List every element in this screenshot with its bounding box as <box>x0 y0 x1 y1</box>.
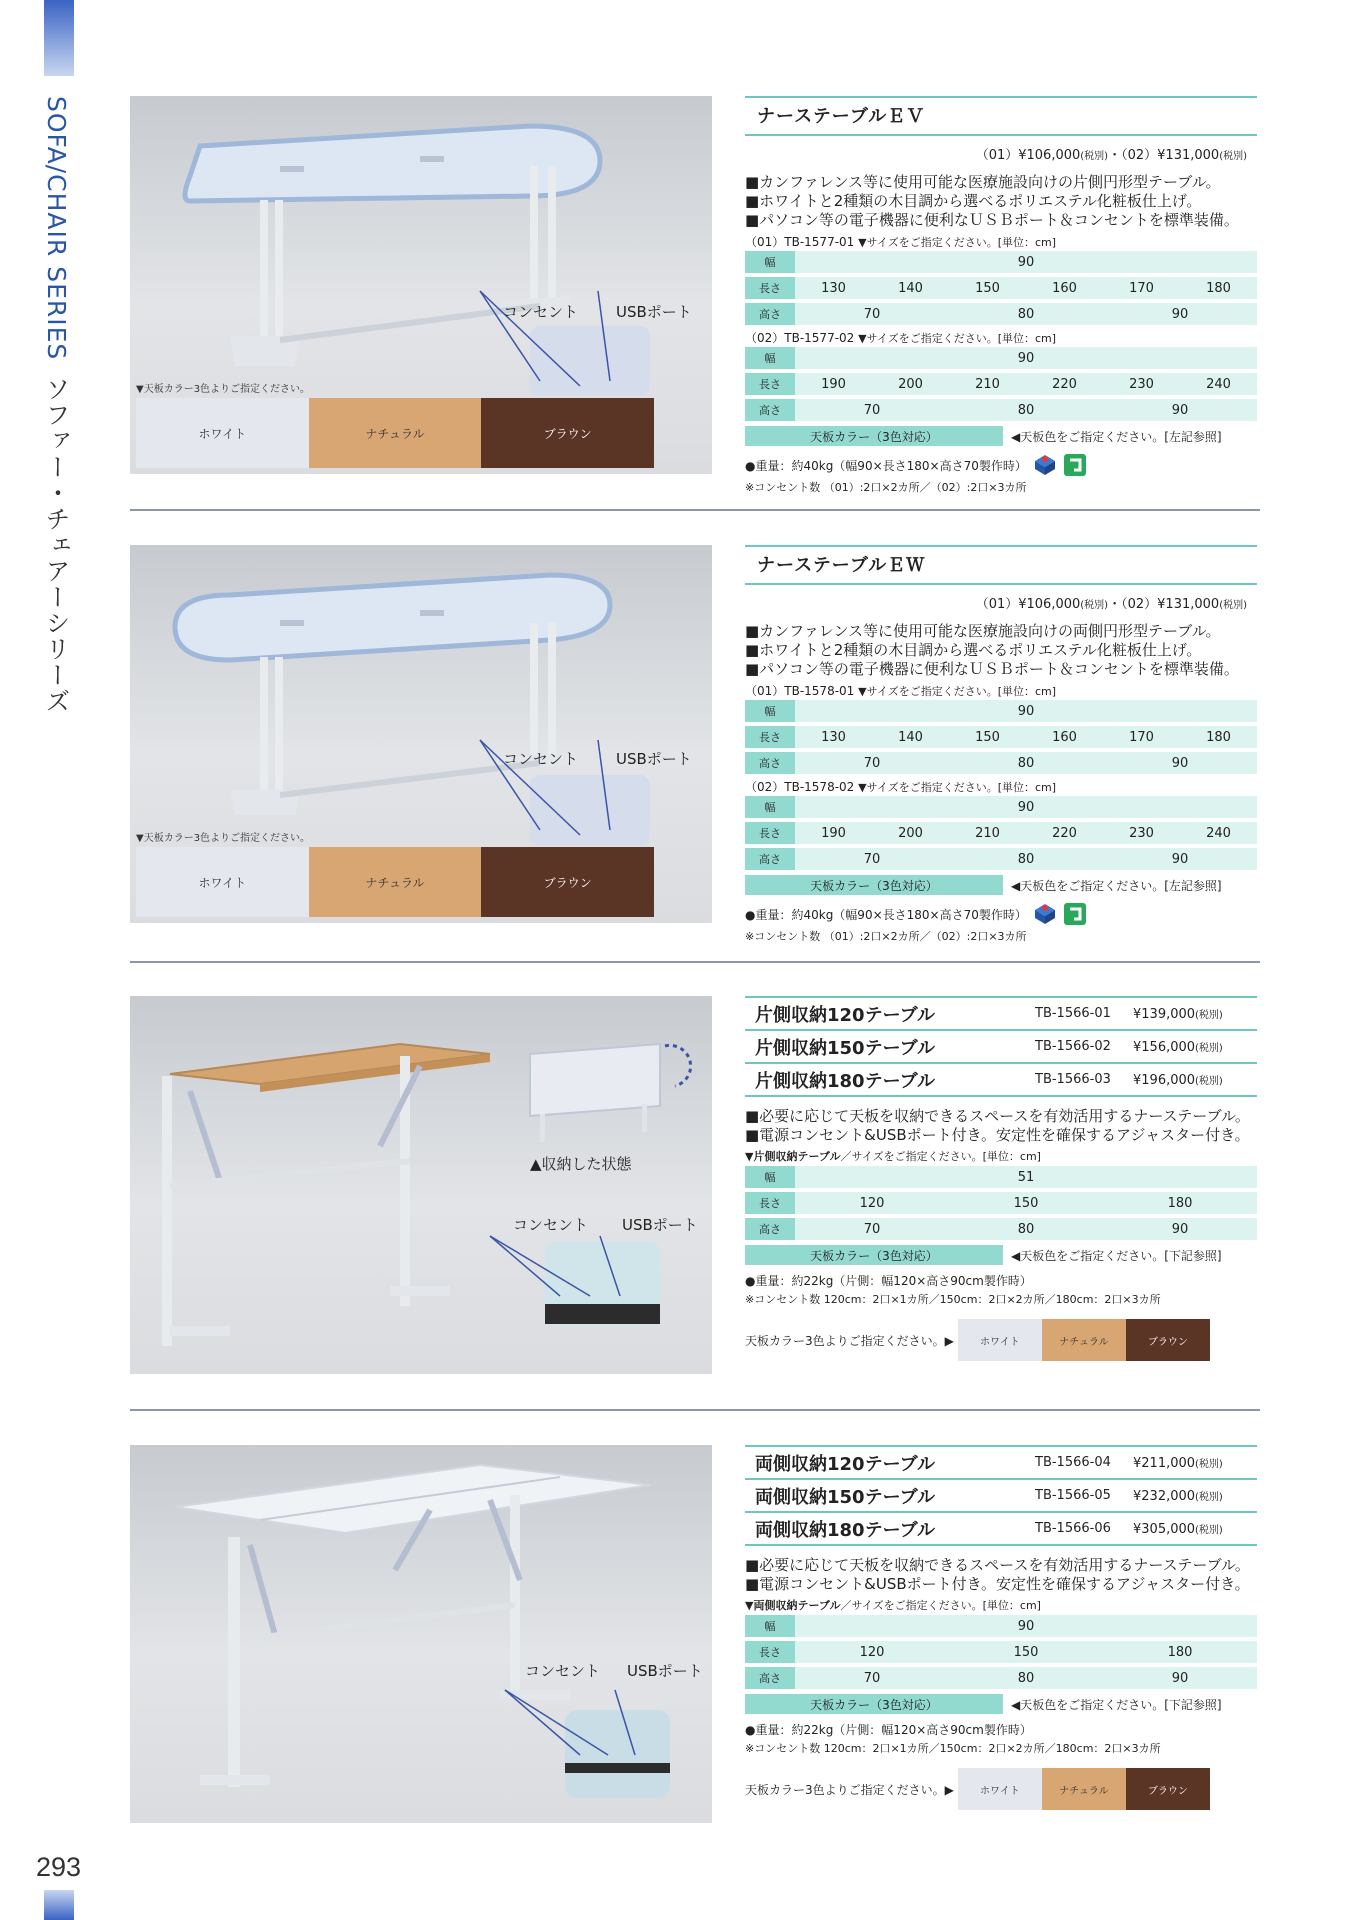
tax-label: (税別) <box>1195 1009 1223 1021</box>
tax-label: (税別) <box>1195 1075 1223 1087</box>
product-code: TB-1566-02 <box>1035 1039 1111 1054</box>
color-swatches <box>136 398 654 468</box>
side-band-top <box>44 0 74 76</box>
spec-value: 180 <box>1206 280 1231 296</box>
spec-value: 130 <box>821 280 846 296</box>
weight-line <box>745 453 1257 477</box>
section-divider <box>130 961 1260 963</box>
size-head: ▼片側収納テーブル <box>745 1150 841 1163</box>
label-height: 高さ <box>745 752 795 774</box>
info-double <box>745 1445 1257 1810</box>
label-width: 幅 <box>745 700 795 722</box>
callout-outlet: コンセント <box>525 1662 601 1680</box>
color-pill: 天板カラー（3色対応） <box>745 875 1003 895</box>
description <box>745 622 1257 679</box>
callout-usb: USBポート <box>627 1662 703 1680</box>
model-line-01 <box>745 233 1257 251</box>
spec-width-row <box>745 1615 1257 1637</box>
spec-value: 170 <box>1129 729 1154 745</box>
spec-height-row <box>745 752 1257 774</box>
spec-value: 120 <box>859 1195 885 1211</box>
desc-line: ■カンファレンス等に使用可能な医療施設向けの両側円形型テーブル。 <box>745 622 1221 640</box>
product-row <box>745 1511 1257 1544</box>
description <box>745 173 1257 230</box>
spec-width-row <box>745 347 1257 369</box>
label-width: 幅 <box>745 1166 795 1188</box>
product-name: 片側収納120テーブル <box>755 1004 935 1026</box>
spec-value: 160 <box>1052 280 1077 296</box>
color-note: ◀天板色をご指定ください。[下記参照] <box>1011 1697 1222 1712</box>
product-row <box>745 1445 1257 1478</box>
spec-value: 70 <box>863 1670 881 1686</box>
model-number: （02）TB-1578-02 <box>745 780 855 794</box>
spec-value: 70 <box>863 1221 881 1237</box>
color-swatches <box>136 847 654 917</box>
label-height: 高さ <box>745 848 795 870</box>
spec-length-row <box>745 277 1257 299</box>
callout-usb: USBポート <box>616 750 692 768</box>
spec-height-row <box>745 1218 1257 1240</box>
spec-length-row <box>745 1192 1257 1214</box>
swatch-brown: ブラウン <box>1126 1768 1210 1810</box>
product-photo-single <box>130 996 712 1374</box>
desc-line: ■カンファレンス等に使用可能な医療施設向けの片側円形型テーブル。 <box>745 173 1221 191</box>
outlet-count: ※コンセント数 （01）:2口×2カ所／（02）:2口×3カ所 <box>745 930 1027 943</box>
spec-height-row <box>745 399 1257 421</box>
label-length: 長さ <box>745 1641 795 1663</box>
outlet-count: ※コンセント数 （01）:2口×2カ所／（02）:2口×3カ所 <box>745 481 1027 494</box>
model-number: （02）TB-1577-02 <box>745 331 855 345</box>
product-row <box>745 1062 1257 1095</box>
tax-label: (税別) <box>1219 151 1247 162</box>
product-code: TB-1566-03 <box>1035 1072 1111 1087</box>
color-swatches <box>745 1768 1257 1810</box>
label-width: 幅 <box>745 796 795 818</box>
spec-value: 80 <box>1017 402 1035 418</box>
tax-label: (税別) <box>1080 600 1109 611</box>
color-swatches <box>745 1319 1257 1361</box>
spec-value: 220 <box>1052 376 1077 392</box>
product-list <box>745 996 1257 1097</box>
label-length: 長さ <box>745 277 795 299</box>
product-name: 両側収納120テーブル <box>755 1453 935 1475</box>
weight-line <box>745 1272 1257 1289</box>
label-height: 高さ <box>745 303 795 325</box>
spec-value: 120 <box>859 1644 885 1660</box>
spec-value: 200 <box>898 376 923 392</box>
description <box>745 1556 1257 1594</box>
spec-height-row <box>745 303 1257 325</box>
product-list <box>745 1445 1257 1546</box>
price-01: （01）¥106,000 <box>975 148 1081 163</box>
spec-value: 170 <box>1129 280 1154 296</box>
spec-value: 80 <box>1017 306 1035 322</box>
weight-text: ●重量：約40kg（幅90×長さ180×高さ70製作時） <box>745 907 1027 922</box>
label-length: 長さ <box>745 726 795 748</box>
spec-width-row <box>745 251 1257 273</box>
product-price: ¥211,000 <box>1133 1455 1196 1471</box>
spec-value: 90 <box>1017 254 1035 270</box>
spec-value: 90 <box>1017 1618 1035 1634</box>
weight-text: ●重量：約22kg（片側：幅120×高さ90cm製作時） <box>745 1723 1032 1737</box>
tax-label: (税別) <box>1195 1042 1223 1054</box>
photo-color-note: ▼天板カラー3色よりご指定ください。 <box>136 384 311 395</box>
spec-length-row <box>745 1641 1257 1663</box>
desc-line: ■必要に応じて天板を収納できるスペースを有効活用するナーステーブル。 <box>745 1556 1250 1574</box>
callout-outlet: コンセント <box>503 303 579 321</box>
product-photo-ew <box>130 545 712 923</box>
swatch-brown: ブラウン <box>481 847 654 917</box>
spec-value: 90 <box>1017 703 1035 719</box>
spec-value: 90 <box>1017 799 1035 815</box>
swatch-brown: ブラウン <box>1126 1319 1210 1361</box>
section-divider <box>130 509 1260 511</box>
swatch-white: ホワイト <box>136 398 309 468</box>
stored-state-label: ▲収納した状態 <box>530 1155 632 1173</box>
model-number: （01）TB-1577-01 <box>745 235 855 249</box>
size-note: ▼サイズをご指定ください。[単位：cm] <box>858 685 1057 698</box>
price-02: （02）¥131,000 <box>1121 597 1220 612</box>
product-title: ナーステーブルＥＷ <box>757 555 926 576</box>
product-price: ¥139,000 <box>1133 1006 1196 1022</box>
label-width: 幅 <box>745 251 795 273</box>
weight-text: ●重量：約22kg（片側：幅120×高さ90cm製作時） <box>745 1274 1032 1288</box>
size-heading <box>745 1597 1257 1615</box>
spec-value: 240 <box>1206 825 1231 841</box>
weight-text: ●重量：約40kg（幅90×長さ180×高さ70製作時） <box>745 458 1027 473</box>
spec-value: 90 <box>1171 851 1189 867</box>
spec-value: 190 <box>821 825 846 841</box>
spec-value: 230 <box>1129 825 1154 841</box>
callout-outlet: コンセント <box>503 750 579 768</box>
spec-value: 130 <box>821 729 846 745</box>
outlet-count: ※コンセント数 120cm：2口×1カ所／150cm：2口×2カ所／180cm：2口×3カ所 <box>745 1742 1161 1755</box>
info-ev <box>745 96 1257 495</box>
product-row <box>745 1478 1257 1511</box>
size-note: ▼サイズをご指定ください。[単位：cm] <box>858 236 1057 249</box>
label-length: 長さ <box>745 373 795 395</box>
size-note: ▼サイズをご指定ください。[単位：cm] <box>858 781 1057 794</box>
spec-width-row <box>745 1166 1257 1188</box>
spec-value: 220 <box>1052 825 1077 841</box>
label-width: 幅 <box>745 1615 795 1637</box>
photo-color-note: ▼天板カラー3色よりご指定ください。 <box>136 833 311 844</box>
desc-line: ■電源コンセント&USBポート付き。安定性を確保するアジャスター付き。 <box>745 1126 1250 1144</box>
spec-length-row <box>745 726 1257 748</box>
spec-height-row <box>745 848 1257 870</box>
product-price: ¥305,000 <box>1133 1521 1196 1537</box>
spec-value: 150 <box>975 280 1000 296</box>
product-photo-double <box>130 1445 712 1823</box>
spec-value: 210 <box>975 376 1000 392</box>
tax-label: (税別) <box>1195 1458 1223 1470</box>
tax-label: (税別) <box>1195 1491 1223 1503</box>
spec-value: 210 <box>975 825 1000 841</box>
spec-value: 160 <box>1052 729 1077 745</box>
spec-width-row <box>745 796 1257 818</box>
spec-value: 180 <box>1167 1644 1193 1660</box>
description <box>745 1107 1257 1145</box>
swatch-white: ホワイト <box>958 1768 1042 1810</box>
spec-value: 230 <box>1129 376 1154 392</box>
label-height: 高さ <box>745 1667 795 1689</box>
price-line <box>745 593 1257 612</box>
title-block <box>745 96 1257 136</box>
spec-width-row <box>745 700 1257 722</box>
assembly-icon <box>1063 453 1087 477</box>
tax-label: (税別) <box>1219 600 1247 611</box>
spec-value: 70 <box>863 851 881 867</box>
spec-value: 150 <box>975 729 1000 745</box>
price-separator: ・ <box>1108 597 1122 612</box>
weight-line <box>745 902 1257 926</box>
spec-value: 51 <box>1017 1169 1035 1185</box>
price-01: （01）¥106,000 <box>975 597 1081 612</box>
model-line-02 <box>745 329 1257 347</box>
delivery-icon <box>1033 453 1057 477</box>
spec-value: 70 <box>863 402 881 418</box>
spec-value: 70 <box>863 755 881 771</box>
product-name: 片側収納150テーブル <box>755 1037 935 1059</box>
price-02: （02）¥131,000 <box>1121 148 1220 163</box>
desc-line: ■パソコン等の電子機器に便利なＵＳＢポート＆コンセントを標準装備。 <box>745 660 1239 678</box>
title-block <box>745 545 1257 585</box>
spec-value: 90 <box>1171 306 1189 322</box>
desc-line: ■ホワイトと2種類の木目調から選べるポリエステル化粧板仕上げ。 <box>745 192 1202 210</box>
color-note: ◀天板色をご指定ください。[下記参照] <box>1011 1248 1222 1263</box>
color-pill: 天板カラー（3色対応） <box>745 1245 1003 1265</box>
product-code: TB-1566-06 <box>1035 1521 1111 1536</box>
product-code: TB-1566-01 <box>1035 1006 1111 1021</box>
desc-line: ■電源コンセント&USBポート付き。安定性を確保するアジャスター付き。 <box>745 1575 1250 1593</box>
size-note: ▼サイズをご指定ください。[単位：cm] <box>858 332 1057 345</box>
spec-value: 90 <box>1171 755 1189 771</box>
section-single-storage <box>130 996 1260 1374</box>
swatch-white: ホワイト <box>958 1319 1042 1361</box>
size-heading <box>745 1148 1257 1166</box>
spec-value: 70 <box>863 306 881 322</box>
side-series-label <box>40 96 74 714</box>
tax-label: (税別) <box>1080 151 1109 162</box>
product-price: ¥196,000 <box>1133 1072 1196 1088</box>
label-length: 長さ <box>745 1192 795 1214</box>
spec-value: 150 <box>1013 1195 1039 1211</box>
product-code: TB-1566-04 <box>1035 1455 1111 1470</box>
side-series-jp: ソファー・チェアーシリーズ <box>42 376 71 715</box>
swatch-natural: ナチュラル <box>1042 1768 1126 1810</box>
product-title: ナーステーブルＥＶ <box>757 106 926 127</box>
model-line-02 <box>745 778 1257 796</box>
delivery-icon <box>1033 902 1057 926</box>
spec-value: 190 <box>821 376 846 392</box>
swatch-prompt: 天板カラー3色よりご指定ください。▶ <box>745 1782 954 1797</box>
spec-length-row <box>745 373 1257 395</box>
spec-value: 90 <box>1017 350 1035 366</box>
spec-value: 90 <box>1171 402 1189 418</box>
spec-value: 80 <box>1017 1670 1035 1686</box>
callout-usb: USBポート <box>622 1216 698 1234</box>
spec-value: 240 <box>1206 376 1231 392</box>
section-double-storage <box>130 1445 1260 1823</box>
info-single <box>745 996 1257 1361</box>
label-length: 長さ <box>745 822 795 844</box>
section-nurse-table-ev <box>130 96 1260 494</box>
spec-value: 180 <box>1167 1195 1193 1211</box>
weight-line <box>745 1721 1257 1738</box>
swatch-white: ホワイト <box>136 847 309 917</box>
model-line-01 <box>745 682 1257 700</box>
assembly-icon <box>1063 902 1087 926</box>
spec-value: 140 <box>898 729 923 745</box>
product-price: ¥156,000 <box>1133 1039 1196 1055</box>
model-number: （01）TB-1578-01 <box>745 684 855 698</box>
swatch-natural: ナチュラル <box>309 398 482 468</box>
size-note: ／サイズをご指定ください。[単位：cm] <box>840 1599 1041 1612</box>
product-name: 両側収納150テーブル <box>755 1486 935 1508</box>
info-ew <box>745 545 1257 944</box>
color-line <box>745 1693 1257 1715</box>
color-line <box>745 425 1257 447</box>
label-height: 高さ <box>745 1218 795 1240</box>
spec-value: 150 <box>1013 1644 1039 1660</box>
desc-line: ■ホワイトと2種類の木目調から選べるポリエステル化粧板仕上げ。 <box>745 641 1202 659</box>
size-note: ／サイズをご指定ください。[単位：cm] <box>840 1150 1041 1163</box>
product-row <box>745 1029 1257 1062</box>
label-height: 高さ <box>745 399 795 421</box>
spec-value: 80 <box>1017 851 1035 867</box>
outlet-count: ※コンセント数 120cm：2口×1カ所／150cm：2口×2カ所／180cm：2口×3カ所 <box>745 1293 1161 1306</box>
spec-height-row <box>745 1667 1257 1689</box>
product-name: 片側収納180テーブル <box>755 1070 935 1092</box>
color-pill: 天板カラー（3色対応） <box>745 426 1003 446</box>
color-note: ◀天板色をご指定ください。[左記参照] <box>1011 878 1222 893</box>
swatch-natural: ナチュラル <box>309 847 482 917</box>
desc-line: ■必要に応じて天板を収納できるスペースを有効活用するナーステーブル。 <box>745 1107 1250 1125</box>
swatch-natural: ナチュラル <box>1042 1319 1126 1361</box>
label-width: 幅 <box>745 347 795 369</box>
product-row <box>745 996 1257 1029</box>
product-photo-ev <box>130 96 712 474</box>
color-pill: 天板カラー（3色対応） <box>745 1694 1003 1714</box>
price-line <box>745 144 1257 163</box>
page-number: 293 <box>36 1852 82 1882</box>
desc-line: ■パソコン等の電子機器に便利なＵＳＢポート＆コンセントを標準装備。 <box>745 211 1239 229</box>
product-price: ¥232,000 <box>1133 1488 1196 1504</box>
callout-outlet: コンセント <box>513 1216 589 1234</box>
swatch-brown: ブラウン <box>481 398 654 468</box>
color-line <box>745 874 1257 896</box>
color-line <box>745 1244 1257 1266</box>
section-divider <box>130 1409 1260 1411</box>
color-note: ◀天板色をご指定ください。[左記参照] <box>1011 429 1222 444</box>
spec-value: 80 <box>1017 1221 1035 1237</box>
tax-label: (税別) <box>1195 1524 1223 1536</box>
price-separator: ・ <box>1108 148 1122 163</box>
side-band-bottom <box>44 1890 74 1920</box>
spec-length-row <box>745 822 1257 844</box>
product-name: 両側収納180テーブル <box>755 1519 935 1541</box>
spec-value: 180 <box>1206 729 1231 745</box>
spec-value: 200 <box>898 825 923 841</box>
spec-value: 140 <box>898 280 923 296</box>
side-series-en: SOFA/CHAIR SERIES <box>42 96 71 361</box>
callout-usb: USBポート <box>616 303 692 321</box>
spec-value: 80 <box>1017 755 1035 771</box>
spec-value: 90 <box>1171 1221 1189 1237</box>
size-head: ▼両側収納テーブル <box>745 1599 841 1612</box>
swatch-prompt: 天板カラー3色よりご指定ください。▶ <box>745 1333 954 1348</box>
section-nurse-table-ew <box>130 545 1260 943</box>
spec-value: 90 <box>1171 1670 1189 1686</box>
product-code: TB-1566-05 <box>1035 1488 1111 1503</box>
